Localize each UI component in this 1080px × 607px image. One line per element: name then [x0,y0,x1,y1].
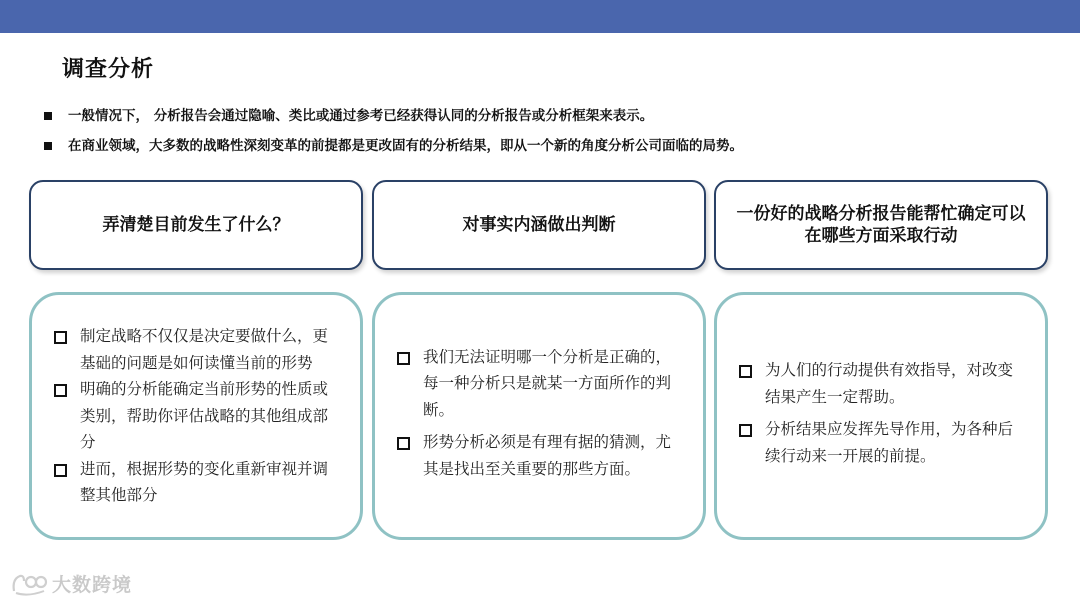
square-bullet-icon [44,142,52,150]
intro-bullet-text: 在商业领域，大多数的战略性深刻变革的前提都是更改固有的分析结果，即从一个新的角度分析公司面临的局势。 [68,138,743,154]
intro-bullet-text: 一般情况下， 分析报告会通过隐喻、类比或通过参考已经获得认同的分析报告或分析框架来表示。 [68,108,654,124]
intro-bullet [44,136,1044,156]
watermark-logo-icon [10,571,48,597]
list-item-text: 形势分析必须是有理有据的猜测，尤其是找出至关重要的那些方面。 [423,433,672,478]
checkbox-bullet-icon [397,437,410,450]
column-header-text: 弄清楚目前发生了什么？ [102,215,290,235]
watermark [10,570,132,597]
list-item-text: 分析结果应发挥先导作用，为各种后续行动来一开展的前提。 [765,420,1014,465]
intro-bullet [44,106,1044,126]
checkbox-bullet-icon [54,384,67,397]
square-bullet-icon [44,112,52,120]
checkbox-bullet-icon [54,464,67,477]
watermark-text: 大数跨境 [52,574,133,596]
top-banner [0,0,1080,33]
checkbox-bullet-icon [397,352,410,365]
column-header-text: 对事实内涵做出判断 [462,215,616,235]
list-item [739,357,1027,410]
list-item-text: 为人们的行动提供有效指导，对改变结果产生一定帮助。 [765,361,1014,406]
column-header-3 [714,180,1048,270]
column-content-2 [372,292,706,540]
list-item [739,416,1027,469]
intro-bullets [44,106,1044,166]
list-item-text: 制定战略不仅仅是决定要做什么，更基础的问题是如何读懂当前的形势 [80,327,329,372]
list-item [397,344,685,424]
list-item [397,429,685,482]
checkbox-bullet-icon [739,365,752,378]
column-header-1 [29,180,363,270]
column-content-3 [714,292,1048,540]
checkbox-bullet-icon [739,424,752,437]
list-item [54,376,342,456]
page-title: 调查分析 [62,57,155,82]
list-item-text: 进而，根据形势的变化重新审视并调整其他部分 [80,459,329,505]
list-item-text: 明确的分析能确定当前形势的性质或类别，帮助你评估战略的其他组成部分 [80,380,329,452]
column-content-1 [29,292,363,540]
checkbox-bullet-icon [54,331,67,344]
list-item [54,456,342,509]
list-item [54,323,342,376]
list-item-text: 我们无法证明哪一个分析是正确的，每一种分析只是就某一方面所作的判断。 [423,347,672,419]
column-header-text: 一份好的战略分析报告能帮忙确定可以在哪些方面采取行动 [736,204,1026,246]
column-header-2 [372,180,706,270]
